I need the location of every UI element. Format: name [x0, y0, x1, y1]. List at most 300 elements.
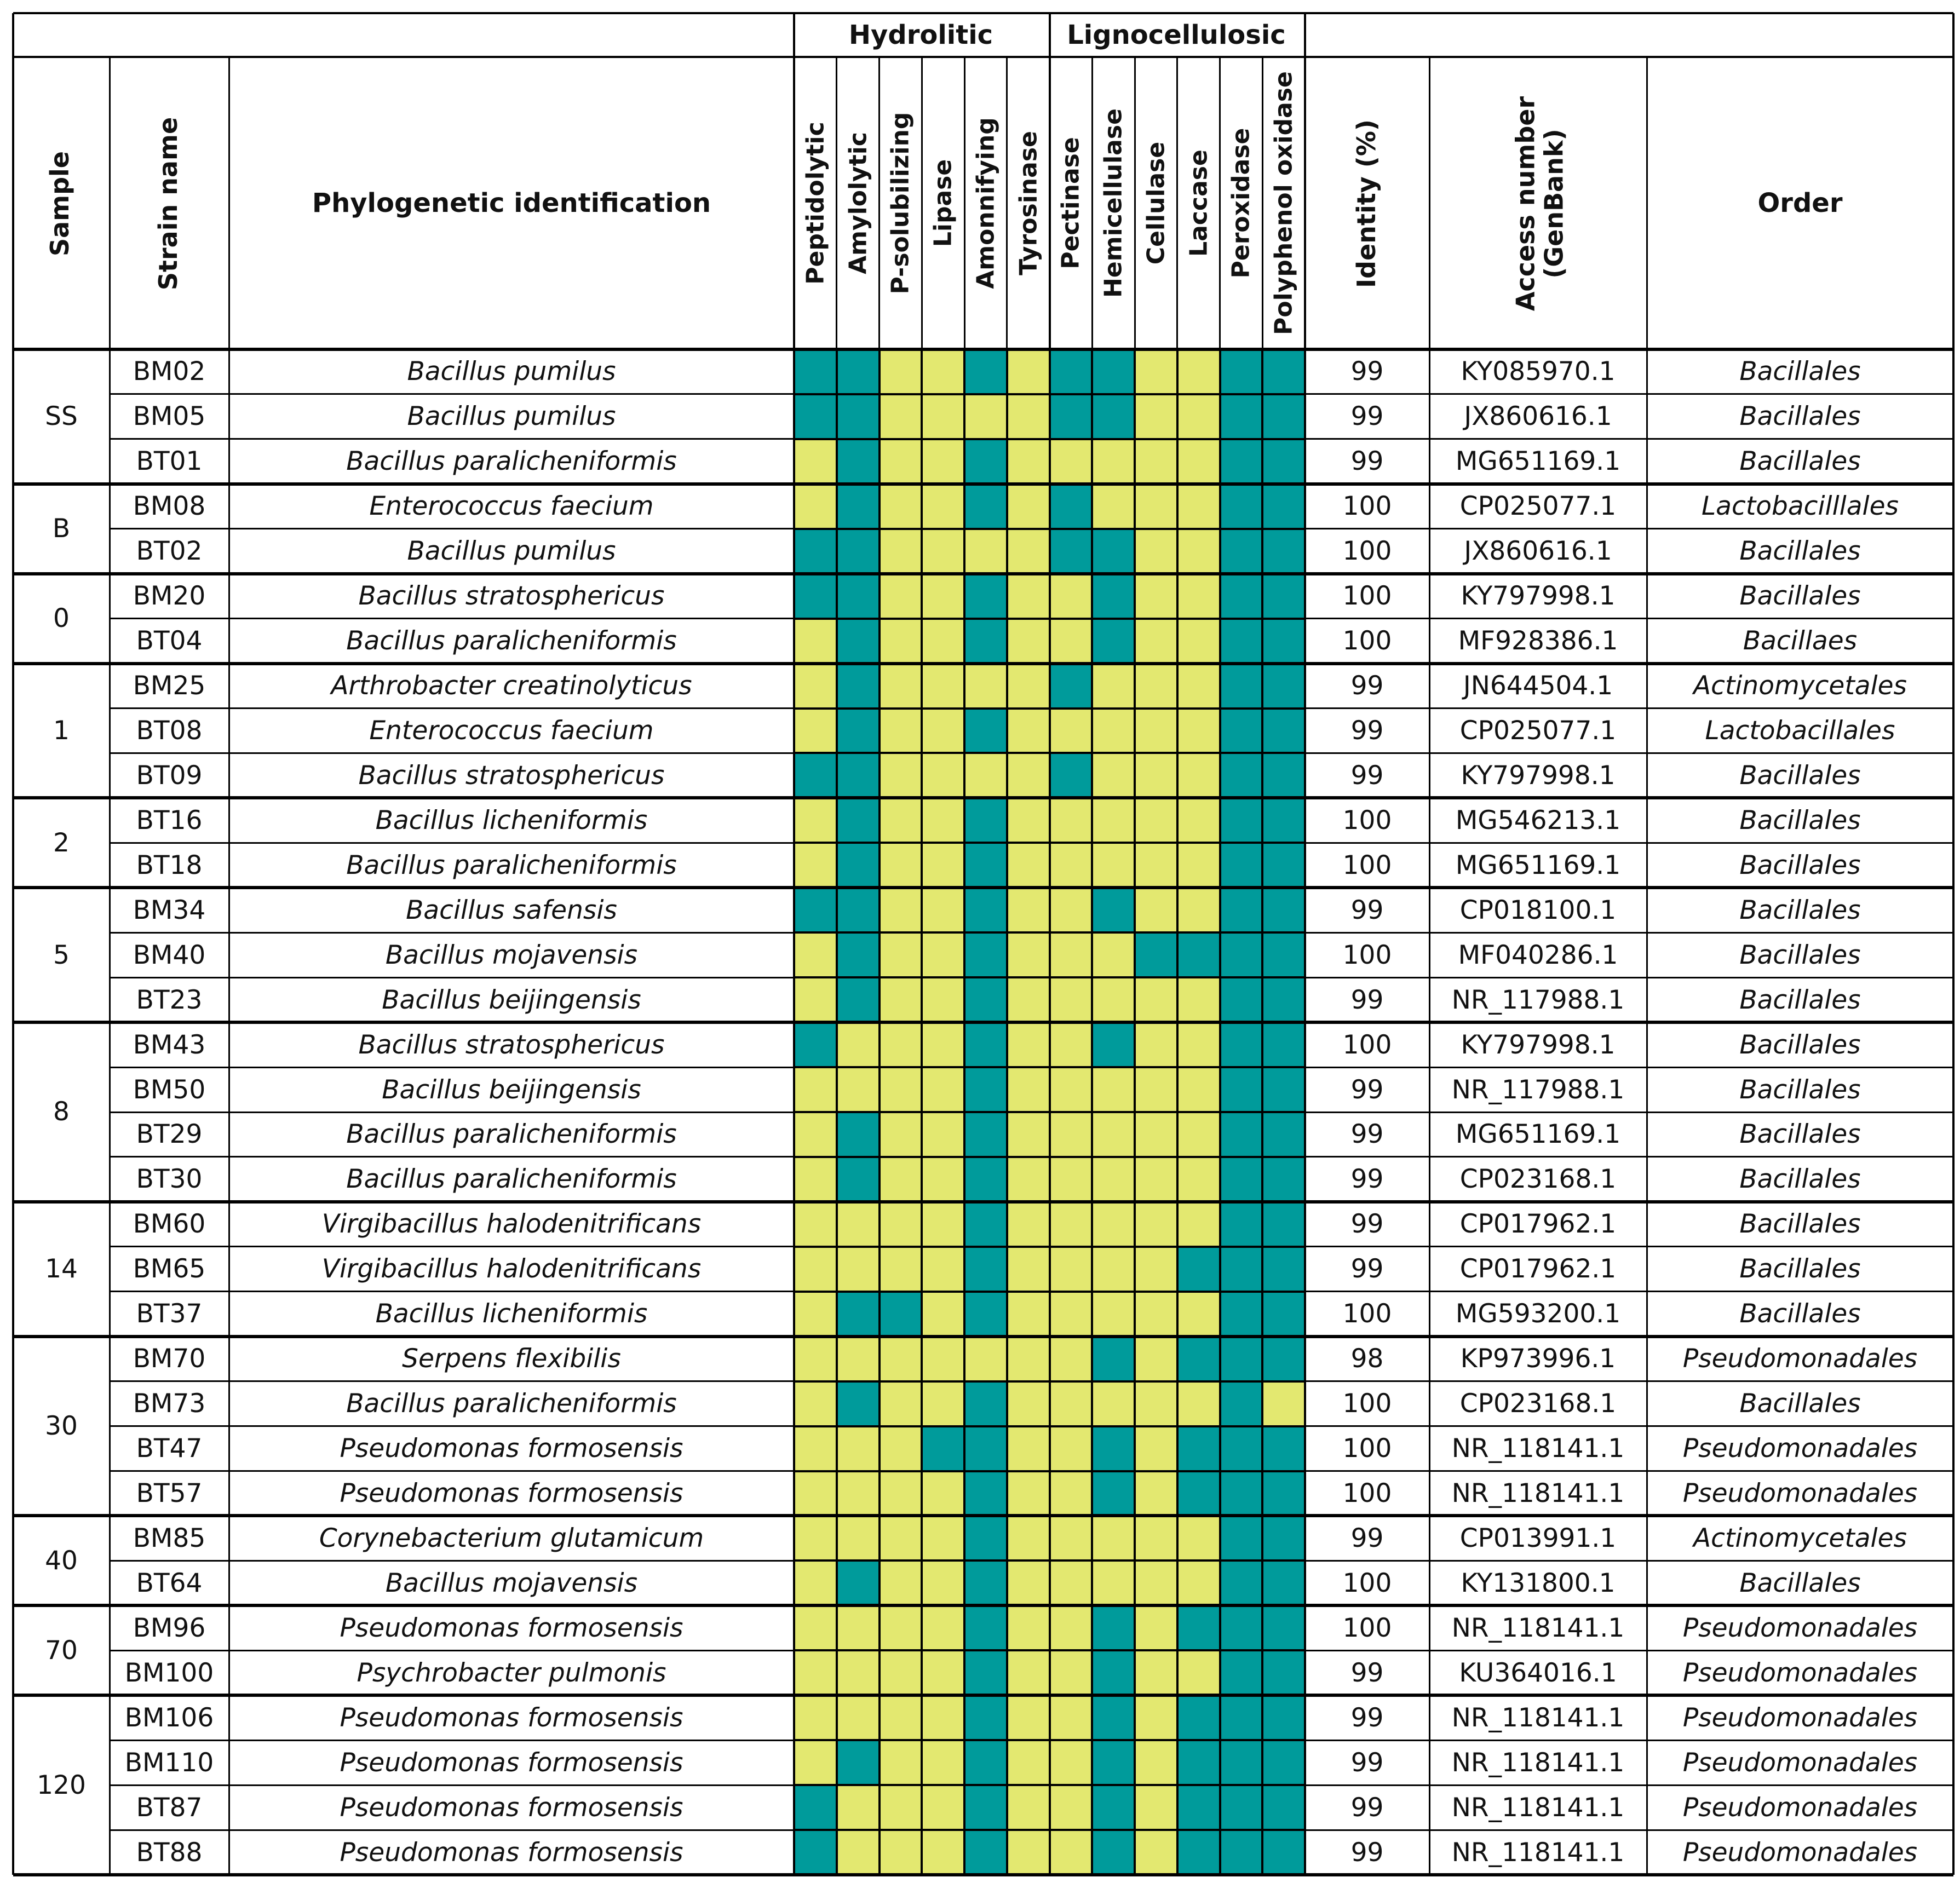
- activity-cell-negative: [964, 664, 1007, 709]
- order-name: Bacillales: [1739, 581, 1861, 612]
- grid-line: [1049, 13, 1051, 1875]
- order-name: Actinomycetales: [1693, 1523, 1907, 1553]
- strain-name: BT30: [136, 1164, 203, 1195]
- activity-cell-negative: [1050, 1157, 1093, 1202]
- activity-cell-negative: [1092, 1516, 1135, 1560]
- activity-cell-positive: [964, 1112, 1007, 1157]
- header-sample: Sample: [45, 151, 75, 256]
- access-number: CP023168.1: [1459, 1164, 1617, 1195]
- access-number: CP017962.1: [1459, 1209, 1617, 1240]
- grid-line: [1952, 13, 1955, 1875]
- grid-line: [13, 1604, 1953, 1607]
- grid-line: [1219, 57, 1221, 1875]
- activity-cell-negative: [1050, 932, 1093, 977]
- activity-cell-negative: [880, 1650, 922, 1695]
- activity-cell-positive: [964, 1516, 1007, 1560]
- strain-name: BM70: [133, 1344, 206, 1374]
- species-name: Enterococcus faecium: [369, 491, 654, 522]
- activity-cell-negative: [794, 1426, 837, 1471]
- activity-cell-positive: [837, 1112, 880, 1157]
- activity-cell-positive: [1092, 1605, 1135, 1650]
- activity-cell-negative: [1007, 753, 1050, 798]
- activity-cell-positive: [1135, 932, 1177, 977]
- activity-cell-negative: [1135, 1067, 1177, 1112]
- order-name: Bacillales: [1739, 984, 1861, 1015]
- strain-name: BM100: [124, 1657, 214, 1688]
- activity-cell-negative: [1135, 1785, 1177, 1830]
- activity-cell-negative: [922, 484, 964, 529]
- activity-cell-negative: [1007, 1560, 1050, 1605]
- activity-cell-negative: [964, 529, 1007, 574]
- grid-line: [13, 1335, 1953, 1338]
- activity-cell-positive: [1092, 619, 1135, 664]
- activity-cell-negative: [922, 1022, 964, 1067]
- strain-name: BT23: [136, 984, 203, 1015]
- activity-cell-negative: [922, 1695, 964, 1740]
- activity-cell-negative: [794, 1381, 837, 1426]
- identity-value: 100: [1342, 850, 1392, 880]
- activity-cell-negative: [794, 1471, 837, 1516]
- access-number: KY797998.1: [1461, 581, 1616, 612]
- species-name: Pseudomonas formosensis: [340, 1792, 683, 1823]
- sample-label: 40: [45, 1545, 78, 1576]
- grid-line: [13, 1873, 1953, 1876]
- order-name: Bacillaes: [1743, 626, 1858, 657]
- activity-cell-positive: [1220, 1426, 1263, 1471]
- activity-cell-negative: [1135, 1560, 1177, 1605]
- activity-cell-negative: [922, 1516, 964, 1560]
- activity-cell-negative: [1007, 1785, 1050, 1830]
- order-name: Pseudomonadales: [1682, 1837, 1918, 1868]
- species-name: Serpens flexibilis: [402, 1344, 621, 1374]
- activity-cell-positive: [1220, 1337, 1263, 1381]
- activity-cell-negative: [880, 1740, 922, 1785]
- activity-cell-positive: [837, 977, 880, 1022]
- activity-cell-negative: [1177, 753, 1220, 798]
- group-header-hydrolitic: Hydrolitic: [848, 20, 993, 50]
- activity-cell-negative: [880, 1202, 922, 1247]
- activity-cell-positive: [964, 1785, 1007, 1830]
- species-name: Pseudomonas formosensis: [340, 1433, 683, 1464]
- activity-cell-positive: [837, 619, 880, 664]
- identity-value: 100: [1342, 1299, 1392, 1329]
- activity-cell-negative: [1135, 1112, 1177, 1157]
- activity-cell-negative: [794, 1112, 837, 1157]
- activity-cell-positive: [1220, 1560, 1263, 1605]
- activity-cell-positive: [1262, 1471, 1305, 1516]
- activity-cell-negative: [1177, 484, 1220, 529]
- activity-cell-negative: [1007, 664, 1050, 709]
- activity-cell-negative: [1007, 1516, 1050, 1560]
- species-name: Bacillus pumilus: [407, 356, 616, 387]
- activity-cell-negative: [1007, 619, 1050, 664]
- strain-name: BM65: [133, 1254, 206, 1285]
- activity-cell-negative: [1092, 1202, 1135, 1247]
- activity-cell-negative: [1092, 1292, 1135, 1337]
- grid-line: [921, 57, 923, 1875]
- activity-cell-positive: [1177, 1471, 1220, 1516]
- activity-cell-positive: [1262, 619, 1305, 664]
- identity-value: 99: [1350, 401, 1384, 432]
- activity-cell-negative: [1135, 843, 1177, 888]
- activity-cell-positive: [1177, 932, 1220, 977]
- activity-cell-negative: [837, 1426, 880, 1471]
- activity-cell-negative: [922, 1157, 964, 1202]
- grid-line: [13, 12, 1953, 14]
- header-phylogenetic-identification: Phylogenetic identification: [312, 188, 711, 218]
- activity-cell-positive: [1220, 574, 1263, 619]
- activity-cell-positive: [1262, 1740, 1305, 1785]
- species-name: Virgibacillus halodenitrificans: [321, 1254, 702, 1285]
- activity-cell-negative: [1050, 1292, 1093, 1337]
- species-name: Pseudomonas formosensis: [340, 1613, 683, 1643]
- activity-cell-negative: [1135, 1381, 1177, 1426]
- activity-cell-negative: [880, 977, 922, 1022]
- activity-cell-negative: [880, 1695, 922, 1740]
- grid-line: [110, 752, 1953, 754]
- activity-cell-negative: [922, 1247, 964, 1292]
- activity-cell-positive: [964, 1202, 1007, 1247]
- activity-cell-positive: [964, 1381, 1007, 1426]
- header-activity-cellulase: Cellulase: [1142, 141, 1170, 265]
- grid-line: [1134, 57, 1136, 1875]
- activity-cell-negative: [1092, 977, 1135, 1022]
- grid-line: [1091, 57, 1093, 1875]
- grid-line: [1176, 57, 1178, 1875]
- activity-cell-negative: [880, 619, 922, 664]
- activity-cell-negative: [1177, 1516, 1220, 1560]
- activity-cell-positive: [1177, 1337, 1220, 1381]
- activity-cell-positive: [1220, 1471, 1263, 1516]
- activity-cell-negative: [794, 1067, 837, 1112]
- strain-name: BM106: [124, 1702, 214, 1733]
- activity-cell-negative: [1177, 619, 1220, 664]
- activity-cell-negative: [1135, 1650, 1177, 1695]
- activity-cell-negative: [1007, 1157, 1050, 1202]
- activity-cell-positive: [1262, 529, 1305, 574]
- species-name: Bacillus pumilus: [407, 536, 616, 567]
- activity-cell-positive: [837, 664, 880, 709]
- activity-cell-positive: [1220, 1247, 1263, 1292]
- activity-cell-negative: [1007, 394, 1050, 439]
- activity-cell-negative: [922, 1560, 964, 1605]
- activity-cell-negative: [880, 394, 922, 439]
- activity-cell-positive: [794, 1830, 837, 1875]
- activity-cell-negative: [1177, 843, 1220, 888]
- activity-cell-negative: [1135, 349, 1177, 394]
- activity-cell-positive: [1262, 1067, 1305, 1112]
- activity-cell-negative: [794, 1337, 837, 1381]
- activity-cell-negative: [1092, 439, 1135, 484]
- activity-cell-positive: [1220, 1695, 1263, 1740]
- activity-cell-negative: [1007, 1830, 1050, 1875]
- activity-cell-negative: [1007, 574, 1050, 619]
- activity-cell-negative: [837, 1337, 880, 1381]
- activity-cell-positive: [1262, 439, 1305, 484]
- strain-name: BM02: [133, 356, 206, 387]
- activity-cell-positive: [1262, 977, 1305, 1022]
- activity-cell-positive: [1220, 1112, 1263, 1157]
- header-activity-hemicellulase: Hemicellulase: [1099, 108, 1128, 298]
- strain-name: BT88: [136, 1837, 203, 1868]
- activity-cell-positive: [837, 349, 880, 394]
- access-number: MG546213.1: [1455, 805, 1621, 836]
- activity-cell-positive: [1220, 1516, 1263, 1560]
- activity-cell-positive: [1262, 1337, 1305, 1381]
- activity-cell-positive: [1220, 798, 1263, 843]
- activity-cell-negative: [880, 798, 922, 843]
- activity-cell-positive: [922, 1426, 964, 1471]
- activity-cell-positive: [964, 574, 1007, 619]
- activity-cell-positive: [794, 574, 837, 619]
- activity-cell-negative: [1050, 1067, 1093, 1112]
- activity-cell-negative: [794, 1516, 837, 1560]
- species-name: Bacillus paralicheniformis: [346, 1389, 677, 1419]
- access-number: CP023168.1: [1459, 1389, 1617, 1419]
- activity-cell-negative: [1007, 1740, 1050, 1785]
- activity-cell-positive: [1220, 394, 1263, 439]
- activity-cell-negative: [922, 1112, 964, 1157]
- activity-cell-negative: [1007, 439, 1050, 484]
- identity-value: 100: [1342, 536, 1392, 567]
- species-name: Virgibacillus halodenitrificans: [321, 1209, 702, 1240]
- activity-cell-positive: [1220, 439, 1263, 484]
- activity-cell-positive: [837, 484, 880, 529]
- activity-cell-negative: [1007, 1112, 1050, 1157]
- identity-value: 99: [1350, 1702, 1384, 1733]
- activity-cell-negative: [1007, 932, 1050, 977]
- activity-cell-positive: [1262, 932, 1305, 977]
- activity-cell-negative: [1177, 1022, 1220, 1067]
- activity-cell-positive: [1220, 1022, 1263, 1067]
- identity-value: 100: [1342, 1029, 1392, 1060]
- activity-cell-negative: [922, 1471, 964, 1516]
- species-name: Bacillus paralicheniformis: [346, 1164, 677, 1195]
- identity-value: 99: [1350, 1657, 1384, 1688]
- activity-cell-negative: [837, 1471, 880, 1516]
- activity-cell-positive: [794, 1785, 837, 1830]
- access-number: CP013991.1: [1459, 1523, 1617, 1553]
- activity-cell-negative: [880, 1247, 922, 1292]
- grid-line: [1304, 13, 1306, 1875]
- access-number: KY797998.1: [1461, 760, 1616, 791]
- activity-cell-negative: [922, 439, 964, 484]
- activity-cell-negative: [880, 1112, 922, 1157]
- grid-line: [110, 393, 1953, 395]
- sample-label: 1: [53, 715, 70, 746]
- access-number: MF928386.1: [1458, 626, 1618, 657]
- access-number: JX860616.1: [1464, 401, 1612, 432]
- activity-cell-negative: [1007, 1605, 1050, 1650]
- activity-cell-negative: [1177, 1292, 1220, 1337]
- order-name: Bacillales: [1739, 850, 1861, 880]
- identity-value: 100: [1342, 1389, 1392, 1419]
- activity-cell-negative: [1177, 1560, 1220, 1605]
- activity-cell-negative: [1092, 932, 1135, 977]
- grid-line: [110, 1380, 1953, 1382]
- species-name: Bacillus pumilus: [407, 401, 616, 432]
- activity-cell-positive: [1262, 574, 1305, 619]
- activity-cell-positive: [964, 1560, 1007, 1605]
- activity-cell-positive: [1092, 1426, 1135, 1471]
- activity-cell-negative: [1050, 1337, 1093, 1381]
- grid-line: [110, 1425, 1953, 1427]
- grid-line: [228, 57, 230, 1875]
- identity-value: 99: [1350, 671, 1384, 701]
- activity-cell-negative: [1092, 843, 1135, 888]
- access-number: CP025077.1: [1459, 715, 1617, 746]
- activity-cell-negative: [837, 1650, 880, 1695]
- activity-cell-negative: [837, 1830, 880, 1875]
- access-number: MG651169.1: [1455, 850, 1621, 880]
- activity-cell-negative: [1135, 439, 1177, 484]
- activity-cell-negative: [1135, 1292, 1177, 1337]
- activity-cell-negative: [922, 664, 964, 709]
- activity-cell-positive: [837, 439, 880, 484]
- sample-label: 30: [45, 1411, 78, 1442]
- activity-cell-positive: [964, 798, 1007, 843]
- activity-cell-positive: [1220, 1650, 1263, 1695]
- activity-cell-positive: [1177, 1426, 1220, 1471]
- activity-cell-negative: [1050, 1202, 1093, 1247]
- activity-cell-negative: [1092, 484, 1135, 529]
- order-name: Bacillales: [1739, 1568, 1861, 1598]
- activity-cell-positive: [794, 529, 837, 574]
- activity-cell-negative: [1007, 843, 1050, 888]
- activity-cell-positive: [1262, 843, 1305, 888]
- sample-label: 2: [53, 827, 70, 858]
- identity-value: 99: [1350, 1747, 1384, 1778]
- activity-cell-negative: [880, 1067, 922, 1112]
- grid-line: [13, 1514, 1953, 1517]
- activity-cell-negative: [794, 1740, 837, 1785]
- sample-label: 5: [53, 940, 70, 970]
- activity-cell-negative: [922, 574, 964, 619]
- activity-cell-negative: [922, 1740, 964, 1785]
- access-number: KY131800.1: [1461, 1568, 1616, 1598]
- activity-cell-positive: [837, 753, 880, 798]
- activity-cell-negative: [837, 1247, 880, 1292]
- activity-cell-negative: [922, 843, 964, 888]
- activity-cell-negative: [880, 888, 922, 932]
- activity-cell-negative: [1092, 1247, 1135, 1292]
- activity-cell-negative: [922, 1785, 964, 1830]
- activity-cell-positive: [1262, 1560, 1305, 1605]
- activity-cell-positive: [1092, 529, 1135, 574]
- activity-cell-negative: [922, 1830, 964, 1875]
- activity-cell-negative: [1007, 1022, 1050, 1067]
- grid-line: [13, 1694, 1953, 1697]
- activity-cell-positive: [964, 709, 1007, 753]
- activity-cell-negative: [837, 1067, 880, 1112]
- order-name: Lactobacilllales: [1702, 491, 1899, 522]
- activity-cell-negative: [1050, 1740, 1093, 1785]
- identity-value: 99: [1350, 1254, 1384, 1285]
- activity-cell-positive: [1050, 529, 1093, 574]
- activity-cell-negative: [1007, 1337, 1050, 1381]
- species-name: Bacillus stratosphericus: [358, 581, 665, 612]
- strain-name: BT02: [136, 536, 203, 567]
- activity-cell-negative: [880, 709, 922, 753]
- activity-cell-negative: [922, 1292, 964, 1337]
- header-activity-peptidolytic: Peptidolytic: [801, 122, 830, 285]
- activity-cell-negative: [1135, 1830, 1177, 1875]
- activity-cell-positive: [1262, 1605, 1305, 1650]
- activity-cell-negative: [1007, 1381, 1050, 1426]
- strain-name: BT04: [136, 626, 203, 657]
- activity-cell-positive: [964, 349, 1007, 394]
- activity-cell-negative: [1007, 1202, 1050, 1247]
- access-number: NR_117988.1: [1451, 984, 1625, 1015]
- activity-cell-positive: [1092, 394, 1135, 439]
- activity-cell-positive: [1050, 349, 1093, 394]
- strain-name: BM05: [133, 401, 206, 432]
- identity-value: 100: [1342, 581, 1392, 612]
- activity-cell-positive: [794, 888, 837, 932]
- activity-cell-negative: [1135, 1471, 1177, 1516]
- activity-cell-positive: [1050, 394, 1093, 439]
- grid-line: [110, 1829, 1953, 1831]
- identity-value: 100: [1342, 1568, 1392, 1598]
- activity-cell-negative: [880, 1022, 922, 1067]
- species-name: Bacillus licheniformis: [375, 1299, 648, 1329]
- activity-cell-positive: [964, 1157, 1007, 1202]
- header-identity: Identity (%): [1352, 119, 1382, 288]
- activity-cell-negative: [1177, 1157, 1220, 1202]
- access-number: CP025077.1: [1459, 491, 1617, 522]
- activity-cell-negative: [880, 1426, 922, 1471]
- activity-cell-positive: [964, 619, 1007, 664]
- strain-name: BM40: [133, 940, 206, 970]
- activity-cell-negative: [964, 1337, 1007, 1381]
- identity-value: 100: [1342, 1478, 1392, 1508]
- activity-cell-negative: [1007, 798, 1050, 843]
- activity-cell-negative: [794, 1560, 837, 1605]
- strain-name: BM96: [133, 1613, 206, 1643]
- strain-name: BM85: [133, 1523, 206, 1553]
- access-number: NR_118141.1: [1451, 1747, 1625, 1778]
- activity-cell-negative: [794, 484, 837, 529]
- species-name: Pseudomonas formosensis: [340, 1478, 683, 1508]
- activity-cell-positive: [1262, 1247, 1305, 1292]
- activity-cell-positive: [1092, 1471, 1135, 1516]
- grid-line: [110, 1291, 1953, 1292]
- activity-cell-positive: [1220, 1605, 1263, 1650]
- activity-cell-negative: [1050, 1830, 1093, 1875]
- activity-cell-negative: [922, 753, 964, 798]
- identity-value: 99: [1350, 760, 1384, 791]
- activity-cell-negative: [794, 1157, 837, 1202]
- activity-cell-negative: [1135, 574, 1177, 619]
- activity-cell-negative: [1177, 664, 1220, 709]
- strain-name: BT16: [136, 805, 203, 836]
- grid-line: [110, 1784, 1953, 1786]
- activity-cell-negative: [1007, 1426, 1050, 1471]
- activity-cell-positive: [1262, 1112, 1305, 1157]
- activity-cell-negative: [1007, 1650, 1050, 1695]
- header-order: Order: [1757, 188, 1843, 218]
- species-name: Bacillus paralicheniformis: [346, 446, 677, 477]
- activity-cell-positive: [1262, 484, 1305, 529]
- species-name: Pseudomonas formosensis: [340, 1747, 683, 1778]
- grid-line: [110, 707, 1953, 709]
- header-strain-name: Strain name: [153, 117, 183, 291]
- activity-cell-positive: [837, 1157, 880, 1202]
- activity-cell-negative: [794, 1695, 837, 1740]
- species-name: Enterococcus faecium: [369, 715, 654, 746]
- activity-cell-negative: [1050, 1426, 1093, 1471]
- identity-value: 100: [1342, 626, 1392, 657]
